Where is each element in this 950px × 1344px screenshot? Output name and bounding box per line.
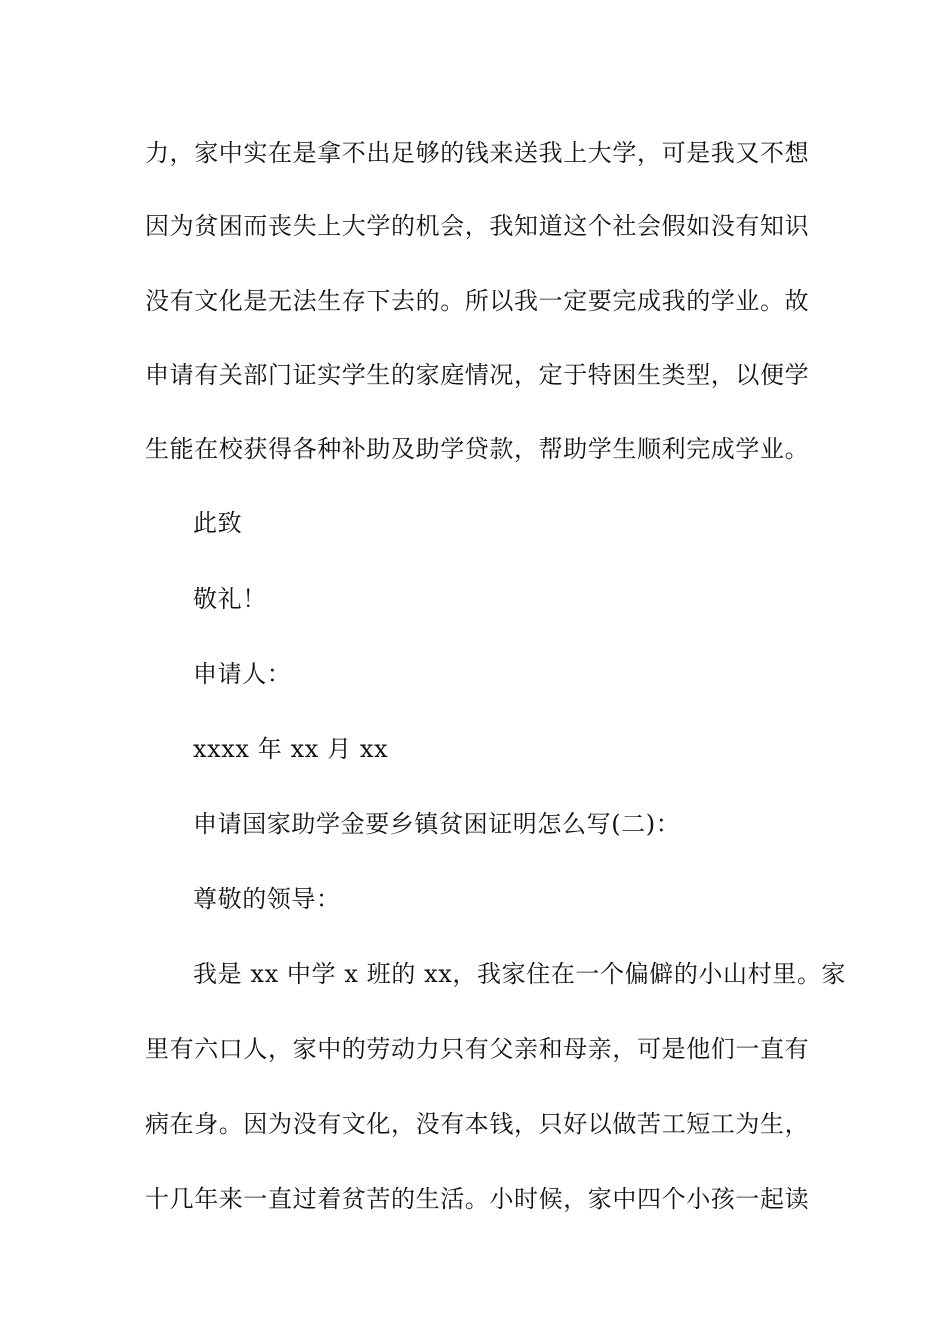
- body-text-line: 生能在校获得各种补助及助学贷款，帮助学生顺利完成学业。: [145, 435, 810, 463]
- body-text-line: 没有文化是无法生存下去的。所以我一定要完成我的学业。故: [145, 287, 810, 315]
- body-text-line: 力，家中实在是拿不出足够的钱来送我上大学，可是我又不想: [145, 139, 810, 167]
- body-text-line: 病在身。因为没有文化，没有本钱，只好以做苦工短工为生，: [145, 1110, 810, 1138]
- body-text-line: 因为贫困而丧失上大学的机会，我知道这个社会假如没有知识: [145, 212, 810, 240]
- section-title: 申请国家助学金要乡镇贫困证明怎么写(二)：: [193, 810, 681, 838]
- body-text-line: 十几年来一直过着贫苦的生活。小时候，家中四个小孩一起读: [145, 1185, 810, 1213]
- salutation: 尊敬的领导：: [193, 885, 341, 913]
- body-text-line: 我是 xx 中学 x 班的 xx，我家住在一个偏僻的小山村里。家: [193, 960, 847, 988]
- body-text-line: 里有六口人，家中的劳动力只有父亲和母亲，可是他们一直有: [145, 1035, 810, 1063]
- closing-phrase: 此致: [193, 509, 243, 537]
- date-line: xxxx 年 xx 月 xx: [193, 735, 389, 763]
- closing-salute: 敬礼！: [193, 585, 267, 613]
- applicant-label: 申请人：: [193, 660, 292, 688]
- body-text-line: 申请有关部门证实学生的家庭情况，定于特困生类型，以便学: [145, 361, 810, 389]
